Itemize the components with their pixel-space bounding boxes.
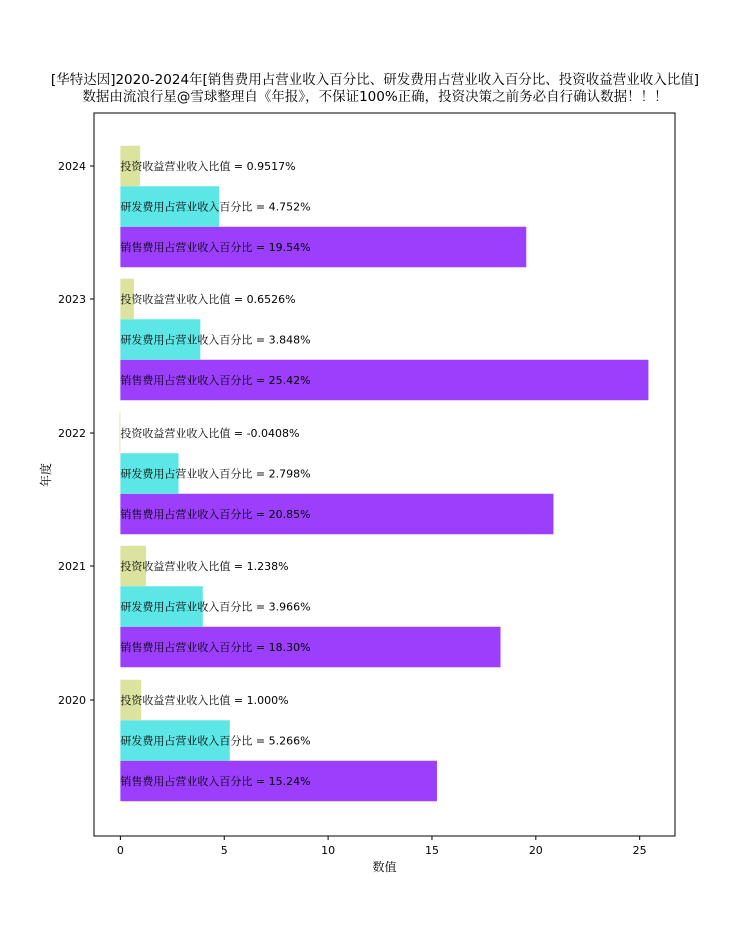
bar-value-label: 销售费用占营业收入百分比 = 19.54% xyxy=(120,241,311,254)
bar-value-label: 研发费用占营业收入百分比 = 3.966% xyxy=(120,600,311,614)
bar-value-label: 研发费用占营业收入百分比 = 4.752% xyxy=(120,200,311,214)
bar-value-label: 研发费用占营业收入百分比 = 2.798% xyxy=(120,467,311,481)
x-tick-label: 25 xyxy=(632,844,647,857)
x-axis xyxy=(117,836,647,857)
x-axis-label: 数值 xyxy=(372,860,397,874)
y-tick-label: 2021 xyxy=(58,560,86,573)
x-tick-label: 20 xyxy=(528,844,543,857)
bar-value-label: 研发费用占营业收入百分比 = 5.266% xyxy=(120,734,311,748)
bar-value-label: 投资收益营业收入比值 = 1.238% xyxy=(120,560,289,573)
y-tick-label: 2024 xyxy=(58,160,86,173)
x-tick-label: 0 xyxy=(116,844,124,857)
y-axis-label: 年度 xyxy=(39,462,53,488)
bar-value-label: 销售费用占营业收入百分比 = 15.24% xyxy=(120,775,311,788)
chart-subtitle: 数据由流浪行星@雪球整理自《年报》，不保证100%正确，投资决策之前务必自行确认数据！！！ xyxy=(82,89,668,105)
bar-value-label: 研发费用占营业收入百分比 = 3.848% xyxy=(120,333,311,347)
x-tick-label: 5 xyxy=(220,844,228,857)
y-tick-label: 2023 xyxy=(58,293,86,306)
bar-value-label: 销售费用占营业收入百分比 = 25.42% xyxy=(120,374,311,387)
chart-title: [华特达因]2020-2024年[销售费用占营业收入百分比、研发费用占营业收入百分比、投资收益营业收入比值] xyxy=(50,72,700,88)
x-tick-label: 15 xyxy=(424,844,439,857)
bar-labels-group xyxy=(120,159,310,788)
y-tick-label: 2020 xyxy=(58,694,86,707)
bar-value-label: 销售费用占营业收入百分比 = 20.85% xyxy=(120,508,311,521)
bar-value-label: 投资收益营业收入比值 = 0.9517% xyxy=(120,160,296,173)
bar-value-label: 投资收益营业收入比值 = 0.6526% xyxy=(120,293,296,306)
x-tick-label: 10 xyxy=(321,844,336,857)
bar-value-label: 销售费用占营业收入百分比 = 18.30% xyxy=(120,641,311,654)
bar-value-label: 投资收益营业收入比值 = -0.0408% xyxy=(120,427,300,440)
y-tick-label: 2022 xyxy=(58,427,86,440)
bar-value-label: 投资收益营业收入比值 = 1.000% xyxy=(120,694,289,707)
y-axis xyxy=(58,160,94,707)
